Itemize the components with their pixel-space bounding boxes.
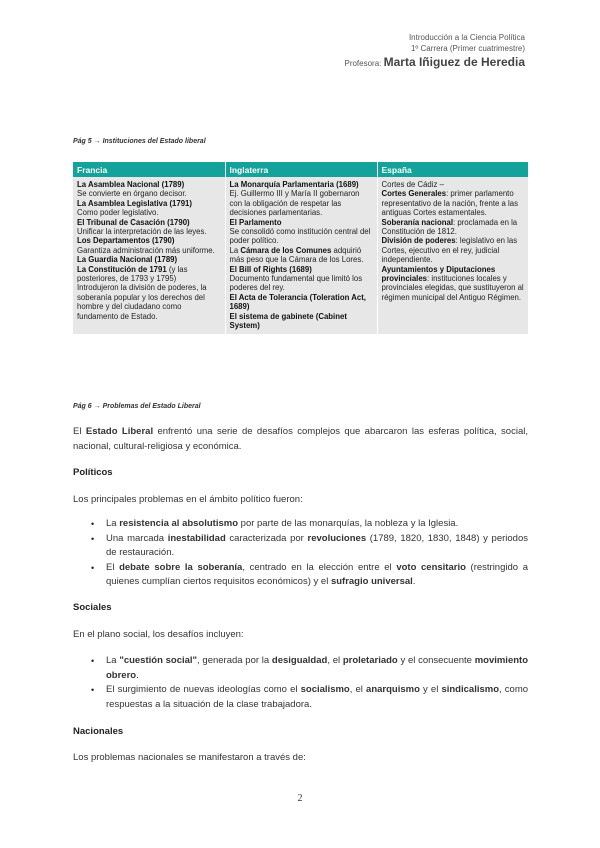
politicos-list — [73, 517, 528, 590]
course-title: Introducción a la Ciencia Política — [408, 33, 525, 42]
table-line: Cortes Generales: primer parlamento representativo de la nación, frente a las antiguas Cortes estamentales. — [381, 189, 519, 218]
list-item: • La "cuestión social", generada por la desigualdad, el proletariado y el consecuente movimiento obrero. — [73, 654, 528, 683]
table-line: Soberanía nacional: proclamada en la Constitución de 1812. — [381, 217, 518, 237]
cell-inglaterra — [225, 177, 377, 334]
table-line: El Parlamento — [229, 217, 282, 227]
professor-name: Marta Iñiguez de Heredia — [383, 55, 525, 69]
professor-line — [344, 55, 525, 71]
heading-politicos: Políticos — [73, 467, 113, 478]
course-year: 1º Carrera (Primer cuatrimestre) — [410, 44, 525, 53]
table-line: El Bill of Rights (1689) — [229, 264, 312, 274]
table-line: Se consolidó como institución central del poder político. — [229, 227, 371, 246]
table-line: Como poder legislativo. — [77, 208, 159, 218]
table-line: Cortes de Cádiz – — [381, 180, 444, 189]
table-line: El Acta de Tolerancia (Toleration Act, 1689) — [229, 292, 366, 312]
table-line: El Tribunal de Casación (1790) — [77, 217, 190, 227]
politicos-intro: Los principales problemas en el ámbito político fueron: — [73, 494, 303, 505]
list-item: • El debate sobre la soberanía, centrado en la elección entre el voto censitario (restringido a quienes cumplían ciertos requisitos económicos) y el sufragio universal. — [73, 561, 528, 590]
page-number: 2 — [297, 793, 303, 804]
sociales-list — [73, 654, 528, 712]
table-line: Introdujeron la división de poderes, la soberanía popular y los derechos del hombre y del ciudadano como fundamento de Estado. — [77, 283, 207, 321]
sociales-intro: En el plano social, los desafíos incluyen: — [73, 629, 244, 640]
column-header-francia: Francia — [73, 162, 225, 177]
list-item: • Una marcada inestabilidad caracterizada por revoluciones (1789, 1820, 1830, 1848) y periodos de restauración. — [73, 532, 528, 561]
table-line: La Cámara de los Comunes adquirió más peso que la Cámara de los Lores. — [229, 245, 364, 265]
table-line: La Asamblea Nacional (1789) — [77, 180, 185, 189]
nacionales-intro: Los problemas nacionales se manifestaron a través de: — [73, 752, 306, 763]
table-line: Ayuntamientos y Diputaciones provinciales: instituciones locales y provinciales elegidas, que sustituyeron al régimen municipal del Antiguo Régimen. — [381, 264, 524, 302]
table-line: La Constitución de 1791 (y las posteriores, de 1793 y 1795) — [77, 264, 188, 284]
list-item: • El surgimiento de nuevas ideologías como el socialismo, el anarquismo y el sindicalismo, como respuestas a la situación de la clase trabajadora. — [73, 683, 528, 712]
column-header-espana: España — [377, 162, 528, 177]
list-item: • La resistencia al absolutismo por parte de las monarquías, la nobleza y la Iglesia. — [73, 517, 528, 532]
professor-label: Profesora: — [344, 59, 382, 68]
table-row — [73, 177, 528, 334]
table-line: Los Departamentos (1790) — [77, 236, 175, 246]
cell-francia — [73, 177, 225, 334]
table-line: Documento fundamental que limitó los poderes del rey. — [229, 274, 363, 293]
table-line: El sistema de gabinete (Cabinet System) — [229, 311, 347, 331]
document-header — [344, 32, 525, 71]
table-line: La Asamblea Legislativa (1791) — [77, 198, 192, 208]
table-line: Unificar la interpretación de las leyes. — [77, 227, 207, 237]
table-line: Garantiza administración más uniforme. — [77, 245, 215, 255]
table-line: Se convierte en órgano decisor. — [77, 189, 187, 199]
table-line: División de poderes: legislativo en las Cortes, ejecutivo en el rey, judicial independiente. — [381, 236, 518, 265]
table-line: La Monarquía Parlamentaria (1689) — [229, 180, 359, 189]
column-header-inglaterra: Inglaterra — [225, 162, 377, 177]
institutions-table — [73, 162, 528, 334]
heading-nacionales: Nacionales — [73, 726, 124, 737]
heading-sociales: Sociales — [73, 602, 112, 613]
section-caption-problems: Pág 6 → Problemas del Estado Liberal — [73, 403, 201, 410]
table-line: La Guardia Nacional (1789) — [77, 255, 178, 265]
section-caption-institutions: Pág 5 → Instituciones del Estado liberal — [73, 138, 206, 145]
intro-paragraph: El Estado Liberal enfrentó una serie de desafíos complejos que abarcaron las esferas política, social, nacional, cultural-religiosa y económica. — [73, 426, 528, 452]
cell-espana — [377, 177, 528, 334]
table-header-row — [73, 162, 528, 177]
table-line: Ej. Guillermo III y María II gobernaron con la obligación de respetar las decisiones parlamentarias. — [229, 189, 360, 218]
